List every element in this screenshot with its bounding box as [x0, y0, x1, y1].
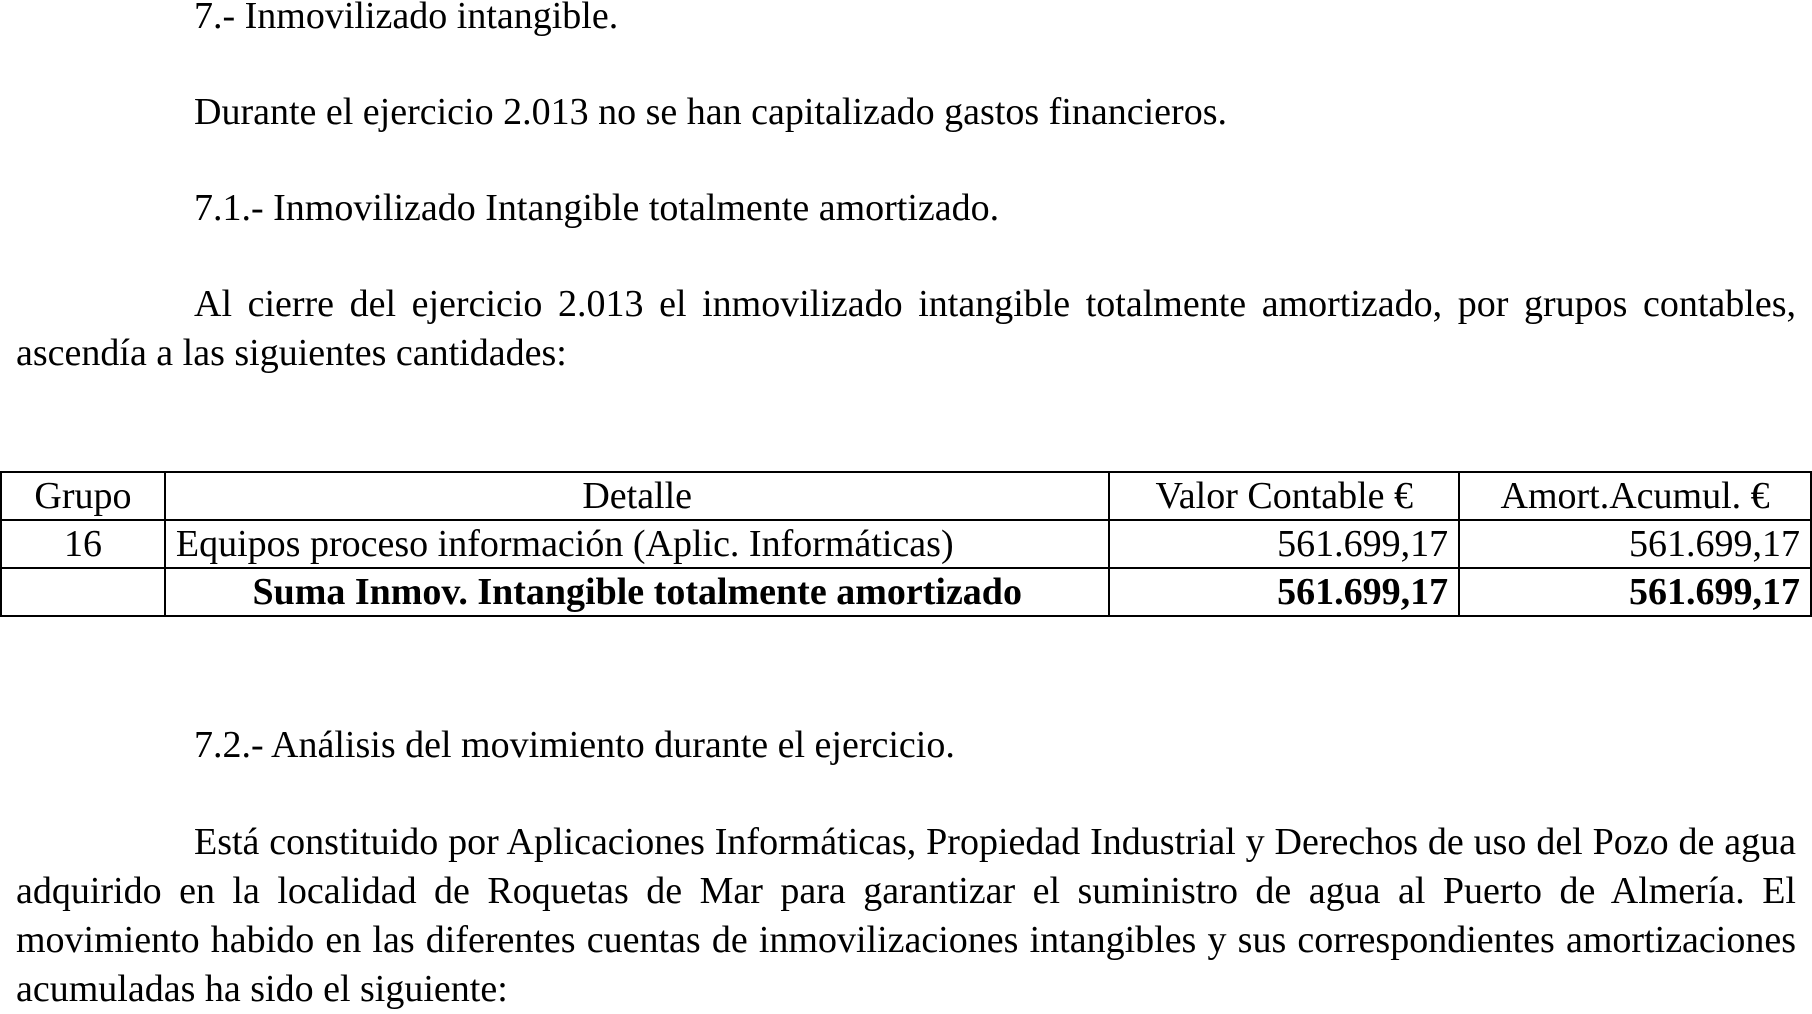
total-detalle: Suma Inmov. Intangible totalmente amortizado — [165, 568, 1110, 616]
amortized-assets-table — [0, 471, 1812, 617]
subsection-1-heading: 7.1.- Inmovilizado Intangible totalmente amortizado. — [194, 187, 1000, 229]
header-amort-acumul: Amort.Acumul. € — [1459, 472, 1811, 520]
header-detalle: Detalle — [165, 472, 1110, 520]
header-valor-contable: Valor Contable € — [1109, 472, 1459, 520]
total-amort-acumul: 561.699,17 — [1459, 568, 1811, 616]
subsection-2-heading: 7.2.- Análisis del movimiento durante el ejercicio. — [194, 724, 955, 766]
table-header-row — [1, 472, 1811, 520]
cell-amort-acumul: 561.699,17 — [1459, 520, 1811, 568]
total-valor-contable: 561.699,17 — [1109, 568, 1459, 616]
table-total-row — [1, 568, 1811, 616]
section-heading: 7.- Inmovilizado intangible. — [194, 0, 619, 37]
capitalization-note: Durante el ejercicio 2.013 no se han capitalizado gastos financieros. — [194, 91, 1227, 133]
cell-grupo: 16 — [1, 520, 165, 568]
subsection-1-paragraph: Al cierre del ejercicio 2.013 el inmovilizado intangible totalmente amortizado, por grupos contables, ascendía a las siguientes cantidades: — [16, 283, 1796, 374]
subsection-2-paragraph: Está constituido por Aplicaciones Informáticas, Propiedad Industrial y Derechos de uso del Pozo de agua adquirido en la localidad de Roquetas de Mar para garantizar el suministro de agua al Puerto de Almería. El movimiento habido en las diferentes cuentas de inmovilizaciones intangibles y sus correspondientes amortizaciones acumuladas ha sido el siguiente: — [16, 821, 1796, 1010]
total-grupo — [1, 568, 165, 616]
header-grupo: Grupo — [1, 472, 165, 520]
cell-valor-contable: 561.699,17 — [1109, 520, 1459, 568]
cell-detalle: Equipos proceso información (Aplic. Informáticas) — [165, 520, 1110, 568]
table-row — [1, 520, 1811, 568]
